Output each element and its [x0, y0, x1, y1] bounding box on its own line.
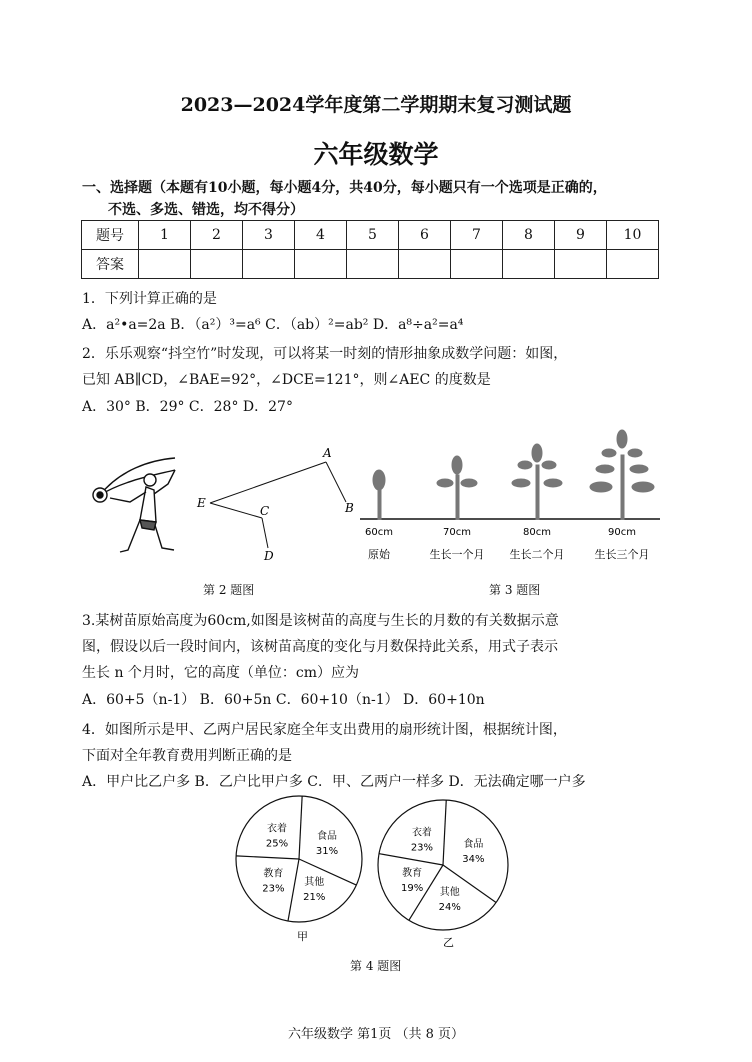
- pie-slice-category: 其他: [439, 887, 460, 899]
- question-number: 3: [243, 221, 295, 250]
- table-row-label: 题号: [82, 221, 139, 250]
- label-A: A: [323, 446, 332, 460]
- pie-slice-value: 21%: [303, 891, 326, 903]
- pie-slice-category: 衣着: [267, 823, 288, 835]
- figure-caption-q3: 第 3 题图: [489, 583, 541, 597]
- angle-geometry: [210, 462, 346, 548]
- section-heading-continued: 不选、多选、错选，均不得分）: [108, 202, 304, 218]
- stage-label: 原始: [368, 548, 390, 561]
- q2-line1: 2．乐乐观察“抖空竹”时发现，可以将某一时刻的情形抽象成数学问题：如图，: [82, 346, 568, 362]
- q3-line3: 生长 n 个月时，它的高度（单位：cm）应为: [82, 665, 360, 681]
- height-label: 70cm: [443, 527, 471, 538]
- question-number: 8: [503, 221, 555, 250]
- pie-title-yi: 乙: [443, 936, 454, 949]
- exam-title: 2023—2024学年度第二学期期末复习测试题: [180, 94, 572, 116]
- label-E: E: [197, 496, 206, 510]
- pie-slice-category: 其他: [304, 876, 325, 888]
- answer-cell[interactable]: [555, 250, 607, 279]
- figure-q2: [80, 440, 370, 570]
- q4-line2: 下面对全年教育费用判断正确的是: [82, 748, 292, 764]
- answer-table: [81, 220, 659, 279]
- label-C: C: [260, 504, 270, 518]
- answer-cell[interactable]: [295, 250, 347, 279]
- answer-cell[interactable]: [243, 250, 295, 279]
- question-number: 2: [191, 221, 243, 250]
- sapling-stage-3: [590, 430, 654, 519]
- pie-slice-value: 31%: [315, 845, 339, 857]
- pie-slice-value: 34%: [462, 854, 485, 866]
- answer-cell[interactable]: [399, 250, 451, 279]
- question-number: 7: [451, 221, 503, 250]
- table-row: [82, 221, 659, 250]
- height-label: 60cm: [365, 527, 393, 538]
- pie-chart-jia: [236, 796, 362, 922]
- diabolo-player-illustration: [93, 458, 175, 552]
- pie-slice-category: 食品: [316, 830, 337, 842]
- pie-slice-value: 19%: [401, 882, 424, 894]
- table-row: [82, 250, 659, 279]
- question-number: 4: [295, 221, 347, 250]
- pie-slice-category: 教育: [263, 868, 284, 880]
- pie-slice-value: 24%: [438, 902, 461, 914]
- q4-line1: 4．如图所示是甲、乙两户居民家庭全年支出费用的扇形统计图，根据统计图，: [82, 722, 567, 738]
- question-number: 9: [555, 221, 607, 250]
- pie-slice-category: 食品: [463, 839, 484, 851]
- pie-slice-category: 衣着: [411, 827, 432, 839]
- pie-slice-value: 23%: [262, 883, 285, 895]
- sapling-stage-0: [373, 470, 385, 519]
- q3-line2: 图，假设以后一段时间内，该树苗高度的变化与月数保持此关系，用式子表示: [82, 639, 558, 655]
- stage-label: 生长三个月: [594, 548, 650, 561]
- height-label: 90cm: [608, 527, 636, 538]
- stage-label: 生长二个月: [509, 548, 565, 561]
- answer-cell[interactable]: [451, 250, 503, 279]
- pie-chart-yi: [378, 800, 508, 930]
- section-heading: 一、选择题（本题有10小题，每小题4分，共40分，每小题只有一个选项是正确的，: [82, 180, 607, 196]
- pie-slice-category: 教育: [402, 867, 423, 879]
- q3-line1: 3.某树苗原始高度为60cm,如图是该树苗的高度与生长的月数的有关数据示意: [82, 613, 559, 629]
- q2-options: A．30° B．29° C．28° D．27°: [82, 399, 293, 415]
- stage-label: 生长一个月: [429, 548, 485, 561]
- figure-caption-q2: 第 2 题图: [203, 583, 255, 597]
- answer-cell[interactable]: [503, 250, 555, 279]
- page-footer: 六年级数学 第1页 （共 8 页）: [287, 1027, 465, 1042]
- figure-q3: [355, 425, 675, 565]
- table-row-label: 答案: [82, 250, 139, 279]
- label-B: B: [345, 501, 354, 515]
- q1-options: A．a²•a=2a B．（a²）³=a⁶ C．（ab）²=ab² D．a⁸÷a²=a⁴: [82, 317, 464, 333]
- answer-cell[interactable]: [607, 250, 659, 279]
- q4-options: A．甲户比乙户多 B．乙户比甲户多 C．甲、乙两户一样多 D．无法确定哪一户多: [82, 774, 586, 790]
- question-number: 1: [139, 221, 191, 250]
- figure-q4-pies: [225, 795, 535, 955]
- figure-caption-q4: 第 4 题图: [350, 959, 402, 973]
- q1-stem: 1．下列计算正确的是: [82, 291, 217, 307]
- pie-slice-value: 23%: [410, 842, 434, 854]
- answer-cell[interactable]: [347, 250, 399, 279]
- sapling-stage-1: [437, 456, 477, 519]
- question-number: 5: [347, 221, 399, 250]
- sapling-stage-2: [512, 444, 562, 519]
- question-number: 10: [607, 221, 659, 250]
- label-D: D: [264, 549, 274, 563]
- q2-line2: 已知 AB∥CD，∠BAE=92°，∠DCE=121°，则∠AEC 的度数是: [82, 372, 491, 388]
- answer-cell[interactable]: [139, 250, 191, 279]
- pie-slice-value: 25%: [265, 838, 289, 850]
- exam-subject: 六年级数学: [313, 140, 439, 169]
- answer-cell[interactable]: [191, 250, 243, 279]
- pie-title-jia: 甲: [297, 930, 308, 943]
- question-number: 6: [399, 221, 451, 250]
- height-label: 80cm: [523, 527, 551, 538]
- q3-options: A．60+5（n-1） B．60+5n C．60+10（n-1） D．60+10n: [82, 692, 485, 708]
